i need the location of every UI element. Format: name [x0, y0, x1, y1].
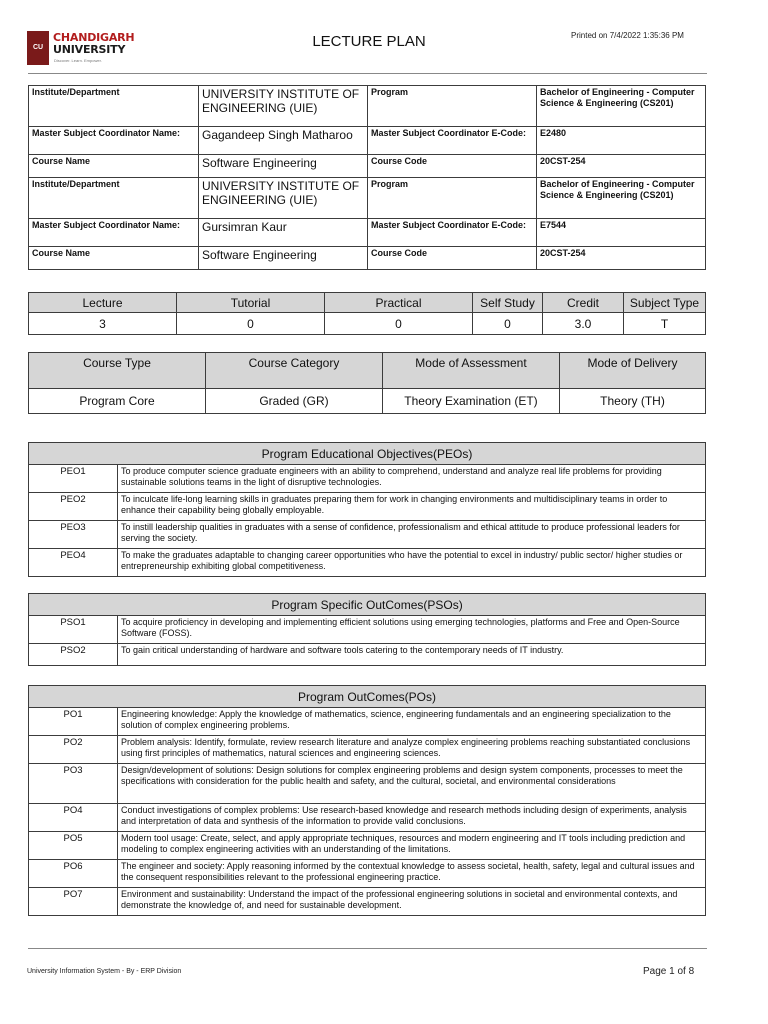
info-value: Bachelor of Engineering - Computer Science & Engineering (CS201): [537, 178, 706, 219]
table-row: [29, 313, 706, 335]
info-label: Master Subject Coordinator Name:: [29, 127, 199, 155]
printed-timestamp: Printed on 7/4/2022 1:35:36 PM: [571, 31, 684, 40]
info-value: UNIVERSITY INSTITUTE OF ENGINEERING (UIE): [199, 178, 368, 219]
peo-code: PEO4: [29, 549, 118, 577]
table-header-row: [29, 293, 706, 313]
header-lecture: Lecture: [29, 293, 177, 313]
value-tutorial: 0: [177, 313, 325, 335]
table-row: [29, 219, 706, 247]
table-header-row: [29, 443, 706, 465]
logo-badge: CU: [32, 44, 44, 51]
info-value: 20CST-254: [537, 155, 706, 178]
info-value: 20CST-254: [537, 247, 706, 270]
info-label: Institute/Department: [29, 86, 199, 127]
po-text: Environment and sustainability: Understand the impact of the professional engineering solutions in societal and environmental contexts, and demonstrate the knowledge of, and need for sustainable development.: [118, 888, 706, 916]
table-row: [29, 764, 706, 804]
po-code: PO7: [29, 888, 118, 916]
info-label: Master Subject Coordinator E-Code:: [368, 219, 537, 247]
pso-code: PSO2: [29, 644, 118, 666]
po-text: Conduct investigations of complex problems: Use research-based knowledge and research methods including design of experiments, analysis and interpretation of data and synthesis of the information to provide valid conclusions.: [118, 804, 706, 832]
table-row: [29, 804, 706, 832]
po-code: PO3: [29, 764, 118, 804]
info-label: Institute/Department: [29, 178, 199, 219]
table-row: [29, 86, 706, 127]
value-mode-of-delivery: Theory (TH): [560, 389, 706, 414]
value-credit: 3.0: [543, 313, 624, 335]
po-text: Engineering knowledge: Apply the knowledge of mathematics, science, engineering fundamentals and an engineering specialization to the solution of complex engineering problems.: [118, 708, 706, 736]
value-self-study: 0: [473, 313, 543, 335]
course-info-table: [28, 85, 706, 270]
table-row: [29, 247, 706, 270]
footer-system-label: University Information System - By - ERP Division: [27, 968, 182, 975]
peo-code: PEO3: [29, 521, 118, 549]
info-label: Master Subject Coordinator E-Code:: [368, 127, 537, 155]
table-row: [29, 465, 706, 493]
table-header-row: [29, 353, 706, 389]
value-course-type: Program Core: [29, 389, 206, 414]
info-value: Software Engineering: [199, 155, 368, 178]
table-row: [29, 736, 706, 764]
table-header-row: [29, 594, 706, 616]
table-row: [29, 493, 706, 521]
po-text: Problem analysis: Identify, formulate, review research literature and analyze complex engineering problems reaching substantiated conclusions using first principles of mathematics, natural sciences and engineering sciences.: [118, 736, 706, 764]
header-subject-type: Subject Type: [624, 293, 706, 313]
value-course-category: Graded (GR): [206, 389, 383, 414]
peo-text: To inculcate life-long learning skills in graduates preparing them for work in changing environments and multidisciplinary teams in order to enhance their capability being globally employable.: [118, 493, 706, 521]
table-row: [29, 616, 706, 644]
table-row: [29, 832, 706, 860]
footer-divider: [28, 948, 707, 949]
header-tutorial: Tutorial: [177, 293, 325, 313]
peo-text: To produce computer science graduate engineers with an ability to comprehend, understand and analyze real life problems for providing sustainable solutions teams in the light of disruptive technologies.: [118, 465, 706, 493]
header-course-type: Course Type: [29, 353, 206, 389]
value-lecture: 3: [29, 313, 177, 335]
pso-title: Program Specific OutComes(PSOs): [29, 594, 706, 616]
info-label: Program: [368, 86, 537, 127]
po-title: Program OutComes(POs): [29, 686, 706, 708]
info-value: UNIVERSITY INSTITUTE OF ENGINEERING (UIE): [199, 86, 368, 127]
table-row: [29, 644, 706, 666]
po-text: The engineer and society: Apply reasoning informed by the contextual knowledge to assess societal, health, safety, legal and cultural issues and the consequent responsibilities relevant to the professional engineering practice.: [118, 860, 706, 888]
table-header-row: [29, 686, 706, 708]
po-code: PO6: [29, 860, 118, 888]
peo-code: PEO1: [29, 465, 118, 493]
info-value: Bachelor of Engineering - Computer Science & Engineering (CS201): [537, 86, 706, 127]
info-label: Course Name: [29, 247, 199, 270]
po-code: PO1: [29, 708, 118, 736]
peo-code: PEO2: [29, 493, 118, 521]
peo-table: [28, 442, 706, 577]
info-value: Gagandeep Singh Matharoo: [199, 127, 368, 155]
pso-text: To acquire proficiency in developing and implementing efficient solutions using emerging technologies, platforms and Free and Open-Source Software (FOSS).: [118, 616, 706, 644]
info-label: Course Code: [368, 247, 537, 270]
pso-table: [28, 593, 706, 666]
peo-title: Program Educational Objectives(PEOs): [29, 443, 706, 465]
page-title: LECTURE PLAN: [312, 33, 426, 50]
header-mode-of-assessment: Mode of Assessment: [383, 353, 560, 389]
credits-table: [28, 292, 706, 335]
pso-text: To gain critical understanding of hardware and software tools catering to the contemporary needs of IT industry.: [118, 644, 706, 666]
table-row: [29, 155, 706, 178]
header-mode-of-delivery: Mode of Delivery: [560, 353, 706, 389]
logo-tagline: Discover. Learn. Empower.: [54, 58, 102, 63]
table-row: [29, 127, 706, 155]
info-value: Gursimran Kaur: [199, 219, 368, 247]
po-text: Modern tool usage: Create, select, and apply appropriate techniques, resources and modern engineering and IT tools including prediction and modeling to complex engineering activities with an understanding of the limitations.: [118, 832, 706, 860]
logo-line2: UNIVERSITY: [53, 43, 126, 56]
pso-code: PSO1: [29, 616, 118, 644]
table-row: [29, 389, 706, 414]
value-mode-of-assessment: Theory Examination (ET): [383, 389, 560, 414]
info-value: E7544: [537, 219, 706, 247]
peo-text: To make the graduates adaptable to changing career opportunities who have the potential to excel in industry/ public sector/ higher studies or entrepreneurship exhibiting global competitiveness.: [118, 549, 706, 577]
table-row: [29, 178, 706, 219]
info-label: Master Subject Coordinator Name:: [29, 219, 199, 247]
po-code: PO4: [29, 804, 118, 832]
value-practical: 0: [325, 313, 473, 335]
header-credit: Credit: [543, 293, 624, 313]
page-number: Page 1 of 8: [643, 966, 695, 977]
po-code: PO2: [29, 736, 118, 764]
info-value: Software Engineering: [199, 247, 368, 270]
po-table: [28, 685, 706, 916]
table-row: [29, 549, 706, 577]
header-self-study: Self Study: [473, 293, 543, 313]
table-row: [29, 708, 706, 736]
po-code: PO5: [29, 832, 118, 860]
header-practical: Practical: [325, 293, 473, 313]
table-row: [29, 860, 706, 888]
info-label: Course Code: [368, 155, 537, 178]
po-text: Design/development of solutions: Design solutions for complex engineering problems and design system components, processes to meet the specifications with consideration for the public health and safety, and the cultural, societal, and environmental considerations: [118, 764, 706, 804]
logo-line1: CHANDIGARH: [53, 31, 135, 44]
peo-text: To instill leadership qualities in graduates with a sense of confidence, professionalism and ethical attitude to produce professional leaders for serving the society.: [118, 521, 706, 549]
value-subject-type: T: [624, 313, 706, 335]
table-row: [29, 888, 706, 916]
header-course-category: Course Category: [206, 353, 383, 389]
info-value: E2480: [537, 127, 706, 155]
info-label: Program: [368, 178, 537, 219]
table-row: [29, 521, 706, 549]
header-divider: [28, 73, 707, 74]
info-label: Course Name: [29, 155, 199, 178]
course-type-table: [28, 352, 706, 414]
